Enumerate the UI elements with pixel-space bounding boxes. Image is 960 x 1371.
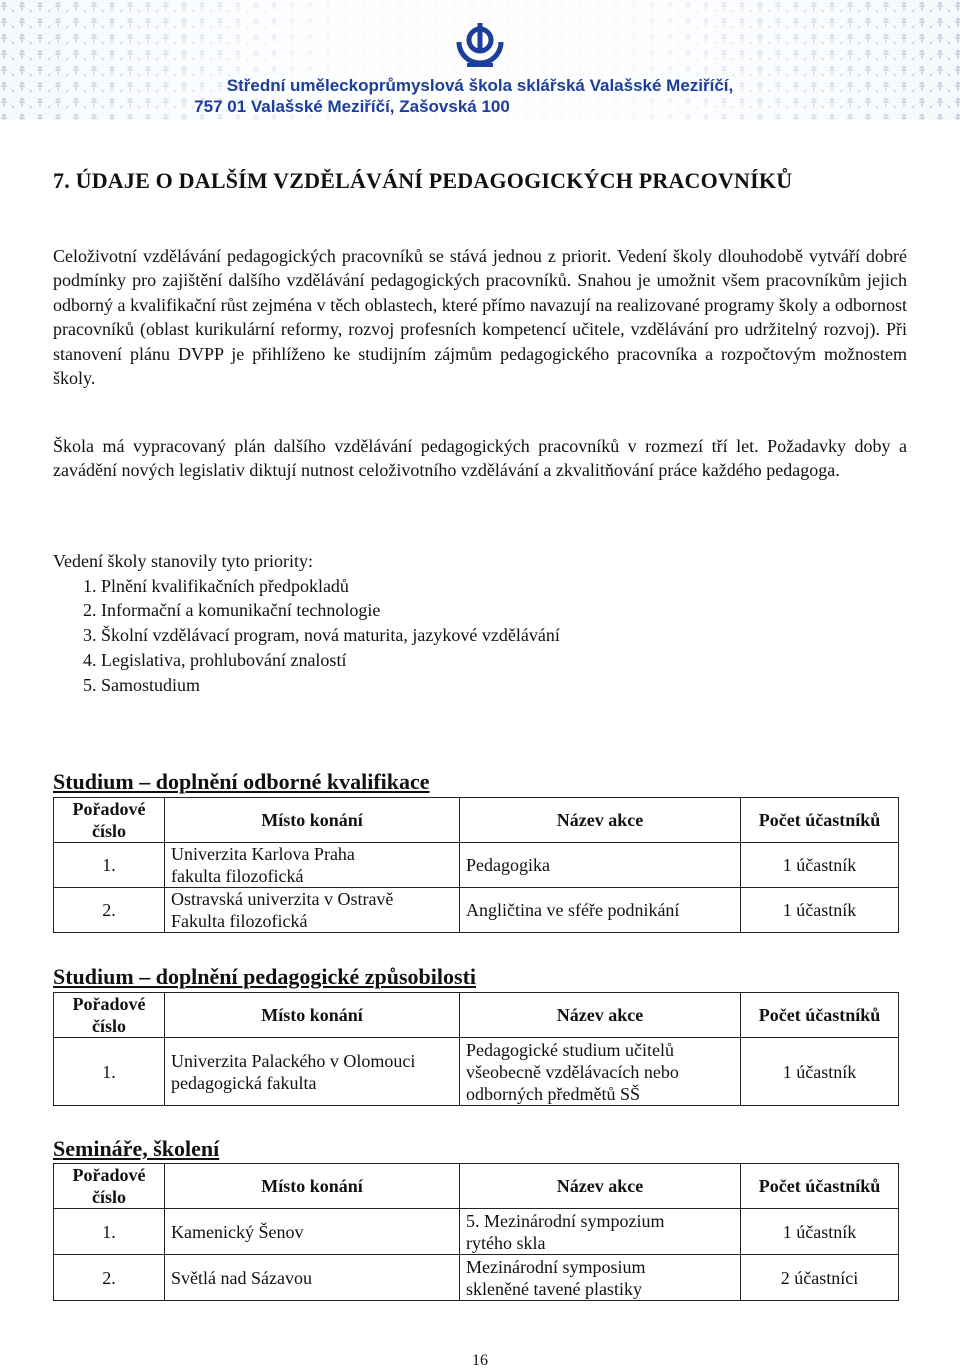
row-count: 1 účastník bbox=[741, 888, 899, 933]
table-row bbox=[54, 1038, 899, 1106]
table-row bbox=[54, 1255, 899, 1301]
col-place: Místo konání bbox=[165, 993, 460, 1038]
table-row bbox=[54, 843, 899, 888]
table-row bbox=[54, 1209, 899, 1255]
row-place: Univerzita Palackého v Olomouci pedagogická fakulta bbox=[165, 1038, 460, 1106]
col-event: Název akce bbox=[460, 798, 741, 843]
row-event: Pedagogika bbox=[460, 843, 741, 888]
row-number: 2. bbox=[54, 1255, 165, 1301]
row-count: 1 účastník bbox=[741, 1209, 899, 1255]
section1-heading: Studium – doplnění odborné kvalifikace bbox=[53, 769, 430, 794]
row-place: Světlá nad Sázavou bbox=[165, 1255, 460, 1301]
row-count: 1 účastník bbox=[741, 1038, 899, 1106]
list-item: 1. Plnění kvalifikačních předpokladů bbox=[83, 575, 349, 596]
col-count: Počet účastníků bbox=[741, 993, 899, 1038]
list-item: 2. Informační a komunikační technologie bbox=[83, 600, 381, 621]
row-number: 1. bbox=[54, 1038, 165, 1106]
col-event: Název akce bbox=[460, 1164, 741, 1209]
pedagogy-table bbox=[53, 992, 899, 1106]
row-count: 2 účastníci bbox=[741, 1255, 899, 1301]
school-address: 757 01 Valašské Meziříčí, Zašovská 100 bbox=[194, 97, 510, 116]
row-number: 1. bbox=[54, 843, 165, 888]
list-item: 3. Školní vzdělávací program, nová maturita, jazykové vzdělávání bbox=[83, 625, 560, 646]
row-place: Univerzita Karlova Praha fakulta filozofická bbox=[165, 843, 460, 888]
row-event: Mezinárodní symposium skleněné tavené plastiky bbox=[460, 1255, 741, 1301]
page-number: 16 bbox=[472, 1352, 488, 1369]
table-header-row bbox=[54, 1164, 899, 1209]
table-header-row bbox=[54, 993, 899, 1038]
col-number: Pořadové číslo bbox=[54, 798, 165, 843]
col-count: Počet účastníků bbox=[741, 798, 899, 843]
row-event: Pedagogické studium učitelů všeobecně vzdělávacích nebo odborných předmětů SŠ bbox=[460, 1038, 741, 1106]
paragraph-plan: Škola má vypracovaný plán dalšího vzdělávání pedagogických pracovníků v rozmezí tří let. Požadavky doby a zavádění nových legislativ diktují nutnost celoživotního vzdělávání a zkvalitňování práce každého pedagoga. bbox=[53, 436, 907, 481]
list-item: 5. Samostudium bbox=[83, 674, 201, 695]
col-number: Pořadové číslo bbox=[54, 993, 165, 1038]
school-emblem-icon bbox=[453, 20, 507, 74]
qualification-table bbox=[53, 797, 899, 933]
table-header-row bbox=[54, 798, 899, 843]
row-place: Kamenický Šenov bbox=[165, 1209, 460, 1255]
table-row bbox=[54, 888, 899, 933]
row-place: Ostravská univerzita v Ostravě Fakulta filozofická bbox=[165, 888, 460, 933]
col-place: Místo konání bbox=[165, 798, 460, 843]
list-item: 4. Legislativa, prohlubování znalostí bbox=[83, 649, 347, 670]
school-name: Střední uměleckoprůmyslová škola sklářská Valašské Meziříčí, bbox=[226, 76, 734, 95]
row-event: 5. Mezinárodní sympozium rytého skla bbox=[460, 1209, 741, 1255]
section3-heading: Semináře, školení bbox=[53, 1136, 220, 1161]
header-banner bbox=[0, 0, 960, 120]
col-count: Počet účastníků bbox=[741, 1164, 899, 1209]
row-number: 1. bbox=[54, 1209, 165, 1255]
col-event: Název akce bbox=[460, 993, 741, 1038]
section-title: 7. ÚDAJE O DALŠÍM VZDĚLÁVÁNÍ PEDAGOGICKÝCH PRACOVNÍKŮ bbox=[53, 168, 793, 193]
seminars-table bbox=[53, 1163, 899, 1301]
col-place: Místo konání bbox=[165, 1164, 460, 1209]
row-event: Angličtina ve sféře podnikání bbox=[460, 888, 741, 933]
section2-heading: Studium – doplnění pedagogické způsobilosti bbox=[53, 964, 477, 989]
col-number: Pořadové číslo bbox=[54, 1164, 165, 1209]
row-count: 1 účastník bbox=[741, 843, 899, 888]
priorities-list bbox=[53, 549, 560, 697]
priorities-intro: Vedení školy stanovily tyto priority: bbox=[53, 551, 313, 571]
row-number: 2. bbox=[54, 888, 165, 933]
paragraph-intro: Celoživotní vzdělávání pedagogických pracovníků se stává jednou z priorit. Vedení školy dlouhodobě vytváří dobré podmínky pro zajištění dalšího vzdělávání pedagogických pracovníků. Snahou je umožnit všem pracovníkům jejich odborný a kvalifikační růst zejména v těch oblastech, které přímo navazují na realizované programy školy a odbornost pracovníků (oblast kurikulární reformy, rozvoj profesních kompetencí učitele, vzdělávání pro udržitelný rozvoj). Při stanovení plánu DVPP je přihlíženo ke studijním zájmům pedagogického pracovníka a rozpočtovým možnostem školy. bbox=[53, 246, 907, 389]
